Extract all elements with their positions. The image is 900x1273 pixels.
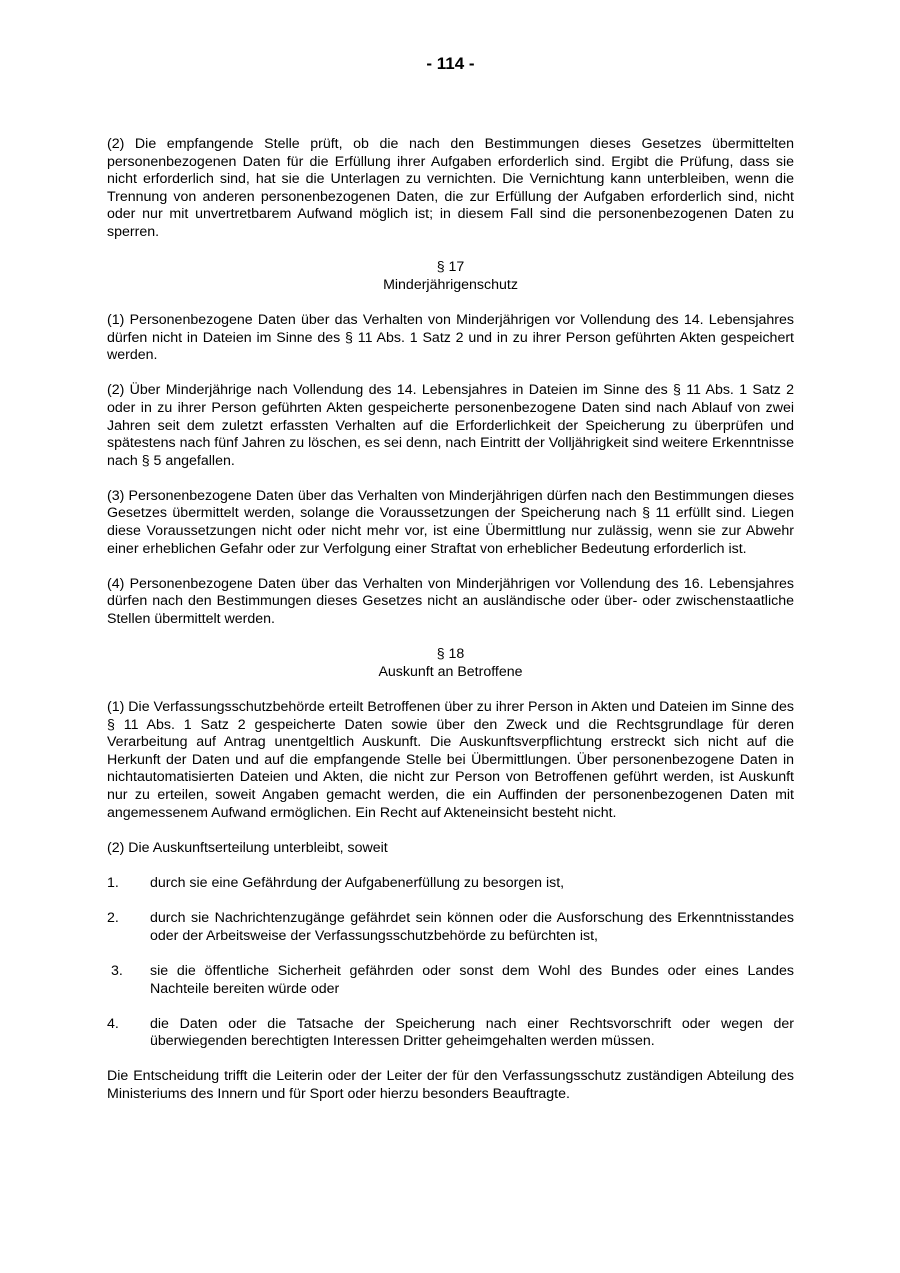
list-item-text: sie die öffentliche Sicherheit gefährden oder sonst dem Wohl des Bundes oder eines Landes Nachteile bereiten würde oder <box>150 962 794 997</box>
list-item-text: die Daten oder die Tatsache der Speicherung nach einer Rechtsvorschrift oder wegen der überwiegenden berechtigten Interessen Dritter geheimgehalten werden müssen. <box>150 1015 794 1050</box>
section17-heading <box>107 259 794 294</box>
section17-title: Minderjährigenschutz <box>383 276 518 293</box>
section18-paragraph-1: (1) Die Verfassungsschutzbehörde erteilt Betroffenen über zu ihrer Person in Akten und Dateien im Sinne des § 11 Abs. 1 Satz 2 gespeicherte Daten sowie über den Zweck und die Rechtsgrundlage für deren Verarbeitung auf Antrag unentgeltlich Auskunft. Die Auskunftsverpflichtung erstreckt sich nicht auf die Herkunft der Daten und auf die empfangende Stelle bei Übermittlungen. Über personenbezogene Daten in nichtautomatisierten Dateien und Akten, die nicht zur Person von Betroffenen geführt werden, ist Auskunft nur zu erteilen, soweit Angaben gemacht werden, die ein Auffinden der personenbezogenen Daten mit angemessenem Aufwand ermöglichen. Ein Recht auf Akteneinsicht besteht nicht. <box>107 699 794 821</box>
section17-paragraph-1: (1) Personenbezogene Daten über das Verhalten von Minderjährigen vor Vollendung des 14. Lebensjahres dürfen nicht in Dateien im Sinne des § 11 Abs. 1 Satz 2 und in zu ihrer Person geführten Akten gespeichert werden. <box>107 311 794 364</box>
list-item <box>107 963 794 998</box>
document-body <box>107 136 794 1121</box>
section18-heading <box>107 646 794 681</box>
section18-closing-paragraph: Die Entscheidung trifft die Leiterin oder der Leiter der für den Verfassungsschutz zuständigen Abteilung des Ministeriums des Innern und für Sport oder hierzu besonders Beauftragte. <box>107 1068 794 1103</box>
list-item-number: 4. <box>107 1015 119 1032</box>
section17-paragraph-4: (4) Personenbezogene Daten über das Verhalten von Minderjährigen vor Vollendung des 16. Lebensjahres dürfen nach den Bestimmungen dieses Gesetzes nicht an ausländische oder über- oder zwischenstaatliche Stellen übermittelt werden. <box>107 575 794 628</box>
list-item <box>107 1016 794 1051</box>
list-item-number: 1. <box>107 874 119 891</box>
section17-paragraph-3: (3) Personenbezogene Daten über das Verhalten von Minderjährigen dürfen nach den Bestimmungen dieses Gesetzes übermittelt werden, solange die Voraussetzungen der Speicherung nach § 11 erfüllt sind. Liegen diese Voraussetzungen nicht oder nicht mehr vor, ist eine Übermittlung nur zulässig, wenn sie zur Abwehr einer erheblichen Gefahr oder zur Verfolgung einer Straftat von erheblicher Bedeutung erforderlich ist. <box>107 487 794 557</box>
section16-paragraph-2: (2) Die empfangende Stelle prüft, ob die nach den Bestimmungen dieses Gesetzes übermittelten personenbezogenen Daten für die Erfüllung ihrer Aufgaben erforderlich sind. Ergibt die Prüfung, dass sie nicht erforderlich sind, hat sie die Unterlagen zu vernichten. Die Vernichtung kann unterbleiben, wenn die Trennung von anderen personenbezogenen Daten, die zur Erfüllung der Aufgaben erforderlich sind, nicht oder nur mit unvertretbarem Aufwand möglich ist; in diesem Fall sind die personenbezogenen Daten zu sperren. <box>107 136 794 240</box>
list-item <box>107 910 794 945</box>
list-item-number: 3. <box>107 962 123 979</box>
section18-paragraph-2-intro: (2) Die Auskunftserteilung unterbleibt, soweit <box>107 839 388 856</box>
list-item-text: durch sie Nachrichtenzugänge gefährdet sein können oder die Ausforschung des Erkenntnisstandes oder der Arbeitsweise der Verfassungsschutzbehörde zu befürchten ist, <box>150 910 794 944</box>
list-item-text: durch sie eine Gefährdung der Aufgabenerfüllung zu besorgen ist, <box>150 874 565 891</box>
section17-paragraph-2: (2) Über Minderjährige nach Vollendung des 14. Lebensjahres in Dateien im Sinne des § 11 Abs. 1 Satz 2 oder in zu ihrer Person geführten Akten gespeicherte personenbezogene Daten sind nach Ablauf von zwei Jahren seit dem zuletzt erfassten Verhalten auf die Erforderlichkeit der Speicherung zu überprüfen und spätestens nach fünf Jahren zu löschen, es sei denn, nach Eintritt der Volljährigkeit sind weitere Erkenntnisse nach § 5 angefallen. <box>107 382 794 469</box>
section17-number: § 17 <box>436 259 465 276</box>
list-item <box>107 875 794 893</box>
page-number: - 114 - <box>426 54 475 73</box>
section18-number: § 18 <box>436 646 465 663</box>
list-item-number: 2. <box>107 910 119 927</box>
section18-title: Auskunft an Betroffene <box>378 663 523 680</box>
